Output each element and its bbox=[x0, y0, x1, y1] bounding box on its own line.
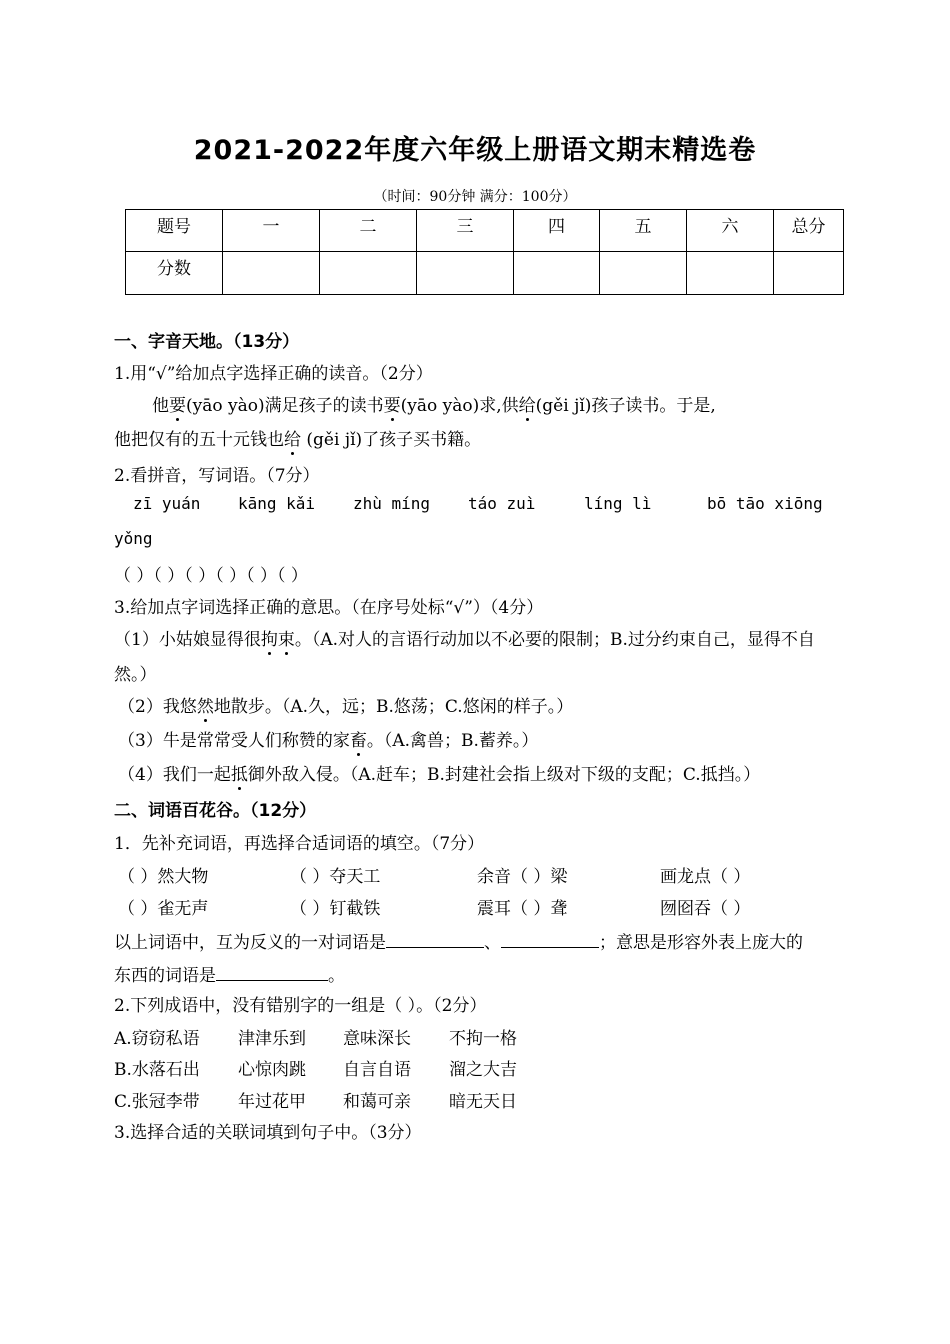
score-header: 三 bbox=[417, 210, 514, 252]
text: 地散步。（A.久，远；B.悠荡；C.悠闲的样子。） bbox=[213, 697, 574, 717]
exam-info: （时间：90分钟 满分：100分） bbox=[373, 189, 577, 205]
q3-item-3 bbox=[118, 726, 538, 751]
text: (yāo yào)满足孩子的读书 bbox=[186, 396, 384, 416]
option-b[interactable] bbox=[114, 1055, 517, 1080]
score-table bbox=[125, 209, 844, 295]
q3-item-2 bbox=[118, 692, 573, 717]
dotted-char: 然 bbox=[196, 697, 214, 717]
option-label: C.张冠李带 bbox=[114, 1092, 200, 1112]
option-label: A.窃窃私语 bbox=[114, 1029, 200, 1049]
dotted-char: 拘 bbox=[260, 630, 278, 650]
idiom: 溜之大吉 bbox=[449, 1060, 517, 1080]
idiom: 心惊肉跳 bbox=[238, 1060, 306, 1080]
q1-sentence-line1 bbox=[152, 391, 716, 416]
answer-blank[interactable] bbox=[386, 931, 484, 948]
score-header: 总分 bbox=[774, 210, 844, 252]
pinyin-5: líng lì bbox=[584, 494, 652, 513]
score-cell[interactable] bbox=[417, 252, 514, 295]
dotted-char: 束 bbox=[277, 630, 295, 650]
page-title: 2021-2022年度六年级上册语文期末精选卷 bbox=[193, 135, 757, 166]
q3-item-4 bbox=[118, 760, 760, 785]
score-cell[interactable] bbox=[223, 252, 320, 295]
pinyin-2: kāng kǎi bbox=[238, 494, 316, 513]
idiom: 津津乐到 bbox=[238, 1029, 306, 1049]
pinyin-3: zhù míng bbox=[353, 494, 431, 513]
text: 。（A.对人的言语行动加以不必要的限制；B.过分约束自己，显得不自 bbox=[294, 630, 815, 650]
dotted-char: 给 bbox=[518, 396, 536, 416]
idiom: 意味深长 bbox=[343, 1029, 411, 1049]
score-header: 四 bbox=[514, 210, 600, 252]
pinyin-6-cont: yǒng bbox=[114, 529, 153, 548]
section-2-heading: 二、词语百花谷。（12分） bbox=[114, 801, 317, 821]
dotted-char: 抵 bbox=[230, 765, 248, 785]
q3-title: 3.给加点字词选择正确的意思。（在序号处标“√”）（4分） bbox=[114, 598, 544, 618]
text: 、 bbox=[484, 933, 501, 953]
score-cell[interactable] bbox=[600, 252, 687, 295]
idiom-fill[interactable]: （ ）雀无声 bbox=[118, 899, 209, 919]
option-label: B.水落石出 bbox=[114, 1060, 200, 1080]
text: 他 bbox=[152, 396, 169, 416]
score-header: 五 bbox=[600, 210, 687, 252]
s2-q1-fill-line1 bbox=[114, 928, 803, 953]
idiom-fill[interactable]: 余音（ ）梁 bbox=[477, 867, 568, 887]
score-header: 题号 bbox=[126, 210, 223, 252]
text: (gěi jǐ)孩子读书。于是, bbox=[535, 396, 716, 416]
text: （3）牛是常常受人们称赞的家 bbox=[118, 731, 350, 751]
score-cell[interactable] bbox=[514, 252, 600, 295]
s2-q1-title: 1．先补充词语，再选择合适词语的填空。（7分） bbox=[114, 834, 485, 854]
s2-q1-fill-line2 bbox=[114, 961, 345, 986]
score-header: 六 bbox=[687, 210, 774, 252]
score-cell[interactable] bbox=[687, 252, 774, 295]
text: (yāo yào)求,供 bbox=[400, 396, 519, 416]
text: 东西的词语是 bbox=[114, 966, 216, 986]
s2-q2-title: 2.下列成语中，没有错别字的一组是（ ）。（2分） bbox=[114, 996, 487, 1016]
answer-brackets[interactable]: （ ）（ ）（ ）（ ）（ ）（ ） bbox=[114, 566, 308, 586]
idiom-fill[interactable]: （ ）夺天工 bbox=[290, 867, 381, 887]
answer-blank[interactable] bbox=[501, 931, 599, 948]
section-1-heading: 一、字音天地。（13分） bbox=[114, 332, 300, 352]
option-c[interactable] bbox=[114, 1087, 517, 1112]
dotted-char: 给 bbox=[284, 430, 301, 450]
score-header: 二 bbox=[320, 210, 417, 252]
pinyin-4: táo zuì bbox=[468, 494, 536, 513]
idiom-fill[interactable]: 震耳（ ）聋 bbox=[477, 899, 568, 919]
text: 。 bbox=[328, 966, 345, 986]
score-row-label: 分数 bbox=[126, 252, 223, 295]
text: （2）我悠 bbox=[118, 697, 197, 717]
text: 。（A.禽兽；B.蓄养。） bbox=[366, 731, 539, 751]
q3-item-1 bbox=[114, 625, 815, 650]
q1-sentence-line2 bbox=[114, 425, 481, 450]
text: ；意思是形容外表上庞大的 bbox=[599, 933, 803, 953]
text: （1）小姑娘显得很 bbox=[114, 630, 261, 650]
idiom: 和蔼可亲 bbox=[343, 1092, 411, 1112]
s2-q3-title: 3.选择合适的关联词填到句子中。（3分） bbox=[114, 1123, 422, 1143]
score-cell[interactable] bbox=[774, 252, 844, 295]
idiom: 自言自语 bbox=[343, 1060, 411, 1080]
pinyin-1: zī yuán bbox=[133, 494, 201, 513]
idiom: 年过花甲 bbox=[238, 1092, 306, 1112]
answer-blank[interactable] bbox=[216, 964, 328, 981]
idiom-fill[interactable]: 画龙点（ ） bbox=[660, 867, 751, 887]
score-header: 一 bbox=[223, 210, 320, 252]
q1-title: 1.用“√”给加点字选择正确的读音。（2分） bbox=[114, 364, 433, 384]
q2-title: 2.看拼音，写词语。（7分） bbox=[114, 466, 320, 486]
dotted-char: 要 bbox=[383, 396, 401, 416]
text: 御外敌入侵。（A.赶车；B.封建社会指上级对下级的支配；C.抵挡。） bbox=[247, 765, 761, 785]
idiom: 暗无天日 bbox=[449, 1092, 517, 1112]
pinyin-6: bō tāo xiōng bbox=[707, 494, 823, 513]
q3-item-1-cont: 然。） bbox=[114, 665, 157, 685]
idiom-fill[interactable]: （ ）钉截铁 bbox=[290, 899, 381, 919]
text: 他把仅有的五十元钱也 bbox=[114, 430, 284, 450]
idiom: 不拘一格 bbox=[449, 1029, 517, 1049]
score-cell[interactable] bbox=[320, 252, 417, 295]
dotted-char: 要 bbox=[169, 396, 186, 416]
text: 以上词语中，互为反义的一对词语是 bbox=[114, 933, 386, 953]
option-a[interactable] bbox=[114, 1024, 517, 1049]
idiom-fill[interactable]: （ ）然大物 bbox=[118, 867, 209, 887]
dotted-char: 畜 bbox=[349, 731, 367, 751]
idiom-fill[interactable]: 囫囵吞（ ） bbox=[660, 899, 751, 919]
text: (gěi jǐ)了孩子买书籍。 bbox=[301, 430, 482, 450]
text: （4）我们一起 bbox=[118, 765, 231, 785]
